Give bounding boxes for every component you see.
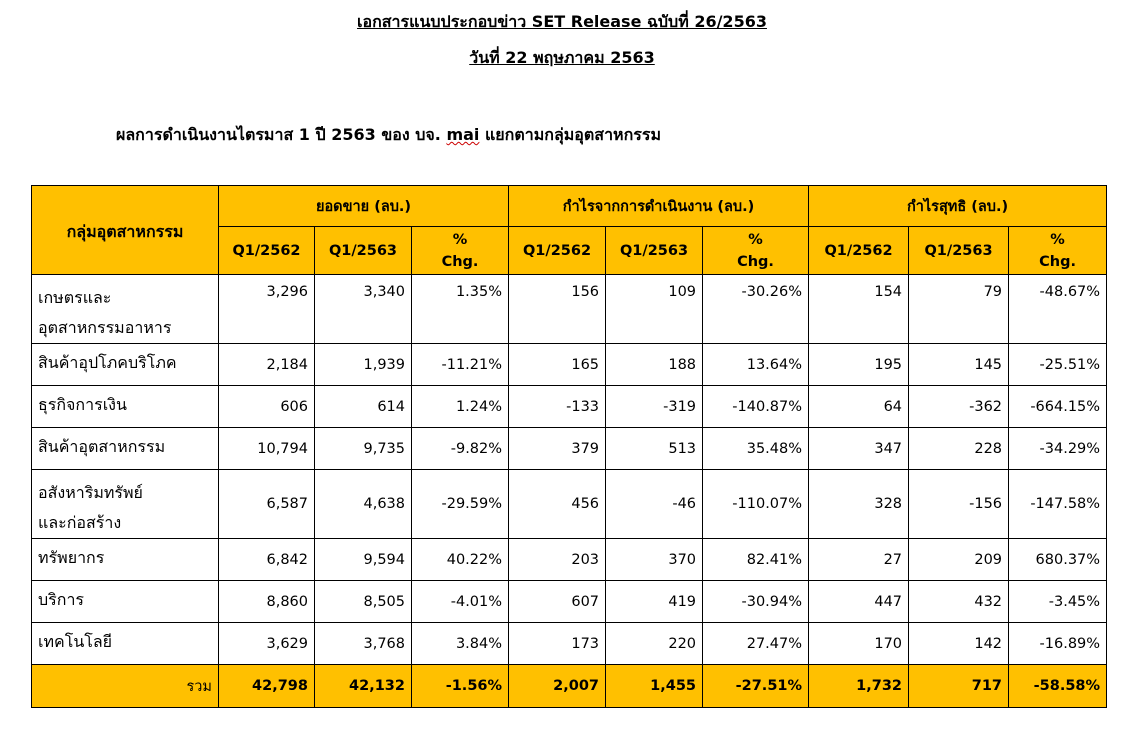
table-cell: -140.87% [703, 386, 809, 428]
pct-symbol: % [452, 231, 468, 248]
total-cell: -58.58% [1009, 665, 1107, 708]
table-cell: 614 [315, 386, 412, 428]
table-cell: 35.48% [703, 428, 809, 470]
pct-symbol: % [748, 231, 763, 248]
table-cell: 6,842 [219, 539, 315, 581]
net-profit-group-header: กำไรสุทธิ (ลบ.) [809, 186, 1107, 227]
table-cell: 680.37% [1009, 539, 1107, 581]
industry-name-line: เกษตรและ [38, 288, 112, 307]
total-cell: 1,732 [809, 665, 909, 708]
table-cell: -319 [606, 386, 703, 428]
col-header-q1-2563: Q1/2563 [909, 227, 1009, 275]
table-cell: 220 [606, 623, 703, 665]
table-cell: 607 [509, 581, 606, 623]
document-date: วันที่ 22 พฤษภาคม 2563 [469, 48, 655, 67]
total-label: รวม [32, 665, 219, 708]
table-cell: 3,768 [315, 623, 412, 665]
table-cell: 156 [509, 275, 606, 344]
table-cell: 2,184 [219, 344, 315, 386]
table-row [32, 470, 1107, 539]
table-cell: 228 [909, 428, 1009, 470]
col-header-q1-2562: Q1/2562 [809, 227, 909, 275]
table-cell: 432 [909, 581, 1009, 623]
table-row [32, 581, 1107, 623]
table-cell: -30.94% [703, 581, 809, 623]
table-cell: 3,296 [219, 275, 315, 344]
table-cell: 79 [909, 275, 1009, 344]
table-cell: -362 [909, 386, 1009, 428]
table-cell: 209 [909, 539, 1009, 581]
table-cell: 27 [809, 539, 909, 581]
industry-name-line: บริการ [38, 590, 85, 609]
table-cell: 1.35% [412, 275, 509, 344]
industry-name-line: อุตสาหกรรมอาหาร [38, 318, 172, 337]
table-cell: 9,735 [315, 428, 412, 470]
chg-label: Chg. [737, 253, 774, 270]
table-cell: 27.47% [703, 623, 809, 665]
table-cell: -3.45% [1009, 581, 1107, 623]
chg-label: Chg. [1039, 253, 1076, 270]
table-cell: 456 [509, 470, 606, 539]
operating-profit-group-header: กำไรจากการดำเนินงาน (ลบ.) [509, 186, 809, 227]
col-header-q1-2563: Q1/2563 [606, 227, 703, 275]
industry-name-line: เทคโนโลยี [38, 632, 113, 651]
col-header-pct-chg [703, 227, 809, 275]
industry-name-line: สินค้าอุตสาหกรรม [38, 437, 166, 456]
table-cell: 8,505 [315, 581, 412, 623]
table-cell: 4,638 [315, 470, 412, 539]
table-cell: 9,594 [315, 539, 412, 581]
table-cell: 142 [909, 623, 1009, 665]
chg-label: Chg. [441, 253, 479, 270]
industry-name [32, 623, 219, 665]
table-cell: -16.89% [1009, 623, 1107, 665]
total-cell: 717 [909, 665, 1009, 708]
table-cell: 188 [606, 344, 703, 386]
table-cell: 165 [509, 344, 606, 386]
table-cell: 379 [509, 428, 606, 470]
pct-symbol: % [1050, 231, 1065, 248]
table-cell: -4.01% [412, 581, 509, 623]
col-header-q1-2562: Q1/2562 [219, 227, 315, 275]
table-cell: 64 [809, 386, 909, 428]
table-cell: 370 [606, 539, 703, 581]
table-cell: 328 [809, 470, 909, 539]
col-header-pct-chg [412, 227, 509, 275]
industry-name-line: ทรัพยากร [38, 548, 105, 567]
industry-name [32, 275, 219, 344]
total-cell: 1,455 [606, 665, 703, 708]
table-cell: -11.21% [412, 344, 509, 386]
industry-name [32, 344, 219, 386]
table-cell: -29.59% [412, 470, 509, 539]
table-cell: 1,939 [315, 344, 412, 386]
total-cell: -1.56% [412, 665, 509, 708]
col-header-q1-2563: Q1/2563 [315, 227, 412, 275]
table-cell: -110.07% [703, 470, 809, 539]
sales-group-header: ยอดขาย (ลบ.) [219, 186, 509, 227]
table-cell: 419 [606, 581, 703, 623]
col-header-q1-2562: Q1/2562 [509, 227, 606, 275]
table-cell: -133 [509, 386, 606, 428]
table-cell: 10,794 [219, 428, 315, 470]
table-cell: -147.58% [1009, 470, 1107, 539]
table-cell: -30.26% [703, 275, 809, 344]
table-cell: 40.22% [412, 539, 509, 581]
industry-name [32, 581, 219, 623]
table-cell: -156 [909, 470, 1009, 539]
total-cell: 2,007 [509, 665, 606, 708]
table-row [32, 275, 1107, 344]
col-header-pct-chg [1009, 227, 1107, 275]
table-cell: 347 [809, 428, 909, 470]
table-cell: -46 [606, 470, 703, 539]
table-cell: 513 [606, 428, 703, 470]
table-cell: 3.84% [412, 623, 509, 665]
table-row [32, 386, 1107, 428]
table-cell: 170 [809, 623, 909, 665]
table-row [32, 344, 1107, 386]
table-row [32, 539, 1107, 581]
table-cell: 109 [606, 275, 703, 344]
industry-name [32, 539, 219, 581]
table-cell: 447 [809, 581, 909, 623]
table-row [32, 623, 1107, 665]
table-cell: -25.51% [1009, 344, 1107, 386]
table-cell: 154 [809, 275, 909, 344]
table-cell: -34.29% [1009, 428, 1107, 470]
industry-name-line: และก่อสร้าง [38, 513, 122, 532]
industry-name [32, 470, 219, 539]
industry-results-table [31, 185, 1107, 708]
total-cell: -27.51% [703, 665, 809, 708]
total-row [32, 665, 1107, 708]
industry-name-line: สินค้าอุปโภคบริโภค [38, 353, 177, 372]
table-cell: 6,587 [219, 470, 315, 539]
table-cell: 8,860 [219, 581, 315, 623]
table-cell: 1.24% [412, 386, 509, 428]
table-cell: 3,340 [315, 275, 412, 344]
table-cell: 203 [509, 539, 606, 581]
table-cell: 145 [909, 344, 1009, 386]
total-cell: 42,798 [219, 665, 315, 708]
table-cell: 173 [509, 623, 606, 665]
category-header: กลุ่มอุตสาหกรรม [32, 186, 219, 275]
table-cell: 13.64% [703, 344, 809, 386]
industry-name-line: อสังหาริมทรัพย์ [38, 483, 143, 502]
table-cell: 606 [219, 386, 315, 428]
table-cell: -664.15% [1009, 386, 1107, 428]
industry-name [32, 428, 219, 470]
section-heading: ผลการดำเนินงานไตรมาส 1 ปี 2563 ของ บจ. mai แยกตามกลุ่มอุตสาหกรรม [116, 125, 662, 144]
industry-name-line: ธุรกิจการเงิน [38, 395, 127, 414]
table-cell: 195 [809, 344, 909, 386]
document-title: เอกสารแนบประกอบข่าว SET Release ฉบับที่ 26/2563 [357, 12, 767, 31]
table-row [32, 428, 1107, 470]
industry-name [32, 386, 219, 428]
total-cell: 42,132 [315, 665, 412, 708]
table-cell: -48.67% [1009, 275, 1107, 344]
table-cell: 3,629 [219, 623, 315, 665]
table-cell: -9.82% [412, 428, 509, 470]
table-cell: 82.41% [703, 539, 809, 581]
